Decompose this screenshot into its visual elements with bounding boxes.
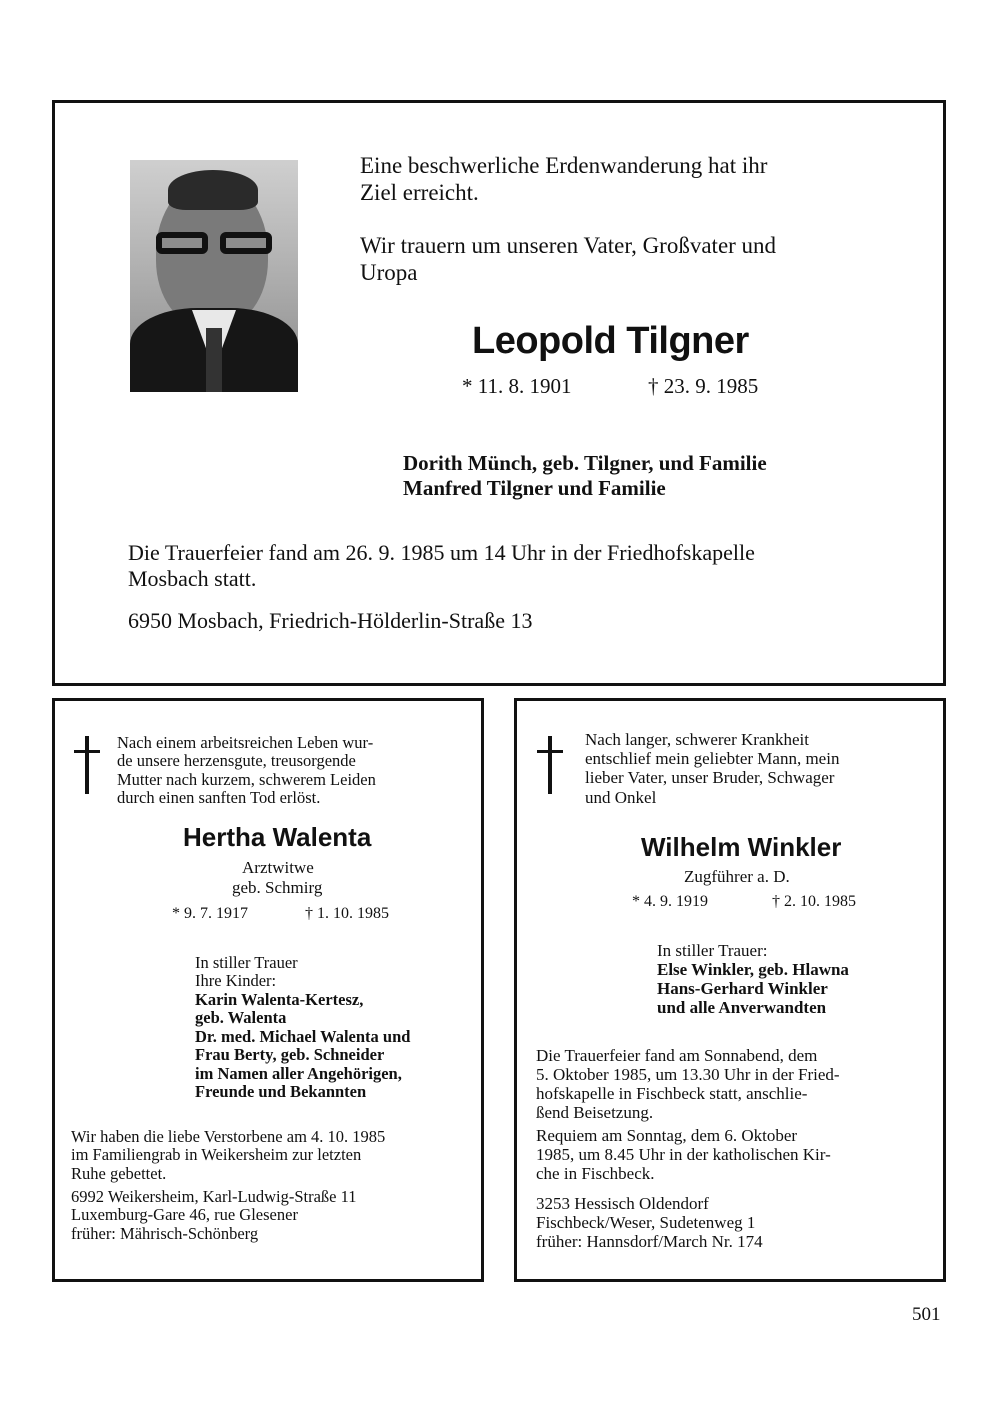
death-date: † 1. 10. 1985 (305, 905, 389, 922)
intro-text (585, 730, 919, 807)
family-line: Dorith Münch, geb. Tilgner, und Familie (403, 451, 767, 475)
intro-line: Nach einem arbeitsreichen Leben wur- (117, 733, 374, 752)
mourner-line: Frau Berty, geb. Schneider (195, 1045, 385, 1065)
birth-date: * 11. 8. 1901 (462, 374, 572, 398)
requiem-line: che in Fischbeck. (536, 1164, 655, 1184)
address-line: Luxemburg-Gare 46, rue Glesener (71, 1205, 298, 1225)
funeral-line: Mosbach statt. (128, 565, 257, 591)
family-line: Manfred Tilgner und Familie (403, 475, 666, 500)
deceased-name: Wilhelm Winkler (641, 832, 842, 862)
deceased-name: Leopold Tilgner (472, 320, 749, 362)
intro-text (360, 152, 900, 206)
funeral-line: ßend Beisetzung. (536, 1103, 654, 1123)
intro-text (117, 734, 455, 808)
funeral-info (128, 540, 755, 592)
requiem-info (536, 1126, 920, 1183)
funeral-line: hofskapelle in Fischbeck statt, anschlie- (536, 1084, 808, 1104)
address-line: früher: Hannsdorf/March Nr. 174 (536, 1232, 763, 1252)
intro-line: und Onkel (585, 787, 657, 807)
death-date: † 23. 9. 1985 (648, 374, 759, 398)
intro-line: durch einen sanften Tod erlöst. (117, 788, 321, 808)
address-line: 6992 Weikersheim, Karl-Ludwig-Straße 11 (71, 1187, 357, 1206)
mourner-line: im Namen aller Angehörigen, (195, 1063, 402, 1083)
cross-icon (537, 736, 563, 796)
occupation: Arztwitwe (242, 858, 314, 877)
maiden-name: geb. Schmirg (232, 878, 323, 897)
page-number: 501 (912, 1304, 941, 1325)
funeral-line: 5. Oktober 1985, um 13.30 Uhr in der Fried- (536, 1065, 840, 1085)
intro-line: Eine beschwerliche Erdenwanderung hat ihr (360, 153, 768, 178)
funeral-info (536, 1046, 920, 1122)
children-label: Ihre Kinder: (195, 971, 277, 991)
mourner-line: geb. Walenta (195, 1008, 287, 1028)
mourner-line: Freunde und Bekannten (195, 1082, 367, 1102)
address: 6950 Mosbach, Friedrich-Hölderlin-Straße 13 (128, 608, 533, 633)
address-line: Fischbeck/Weser, Sudetenweg 1 (536, 1213, 756, 1233)
family-names (403, 451, 767, 501)
death-date: † 2. 10. 1985 (772, 893, 856, 910)
birth-date: * 4. 9. 1919 (632, 893, 708, 910)
burial-line: Ruhe gebettet. (71, 1163, 167, 1183)
birth-date: * 9. 7. 1917 (172, 905, 248, 922)
burial-line: im Familiengrab in Weikersheim zur letzten (71, 1145, 362, 1165)
mourning-line: Wir trauern um unseren Vater, Großvater und (360, 233, 777, 258)
intro-line: Mutter nach kurzem, schwerem Leiden (117, 769, 376, 789)
burial-info (71, 1128, 459, 1183)
mourner-line: Dr. med. Michael Walenta und (195, 1026, 411, 1046)
address (536, 1194, 763, 1251)
mourner-line: Hans-Gerhard Winkler (657, 979, 828, 999)
mourner-line: Else Winkler, geb. Hlawna (657, 960, 849, 980)
funeral-line: Die Trauerfeier fand am Sonnabend, dem (536, 1046, 818, 1065)
requiem-line: Requiem am Sonntag, dem 6. Oktober (536, 1126, 798, 1145)
mourner-line: Karin Walenta-Kertesz, (195, 989, 364, 1009)
intro-line: lieber Vater, unser Bruder, Schwager (585, 768, 835, 788)
requiem-line: 1985, um 8.45 Uhr in der katholischen Kir- (536, 1145, 831, 1165)
mourners-block (657, 941, 849, 1017)
address-line: früher: Mährisch-Schönberg (71, 1223, 259, 1243)
portrait-photo (130, 160, 298, 392)
burial-line: Wir haben die liebe Verstorbene am 4. 10. 1985 (71, 1127, 386, 1146)
intro-line: de unsere herzensgute, treusorgende (117, 751, 356, 771)
grief-line: In stiller Trauer: (657, 941, 768, 960)
intro-line: entschlief mein geliebter Mann, mein (585, 749, 840, 769)
mourners-block (195, 954, 410, 1102)
grief-line: In stiller Trauer (195, 953, 298, 972)
mourning-line: Uropa (360, 260, 418, 286)
occupation: Zugführer a. D. (684, 867, 790, 886)
intro-line: Nach langer, schwerer Krankheit (585, 730, 809, 749)
address (71, 1188, 357, 1243)
funeral-line: Die Trauerfeier fand am 26. 9. 1985 um 14 Uhr in der Friedhofskapelle (128, 540, 755, 565)
address-line: 3253 Hessisch Oldendorf (536, 1194, 709, 1213)
deceased-name: Hertha Walenta (183, 822, 372, 852)
intro-line: Ziel erreicht. (360, 180, 479, 206)
mourning-text (360, 232, 900, 286)
cross-icon (74, 736, 100, 796)
mourner-line: und alle Anverwandten (657, 998, 827, 1018)
